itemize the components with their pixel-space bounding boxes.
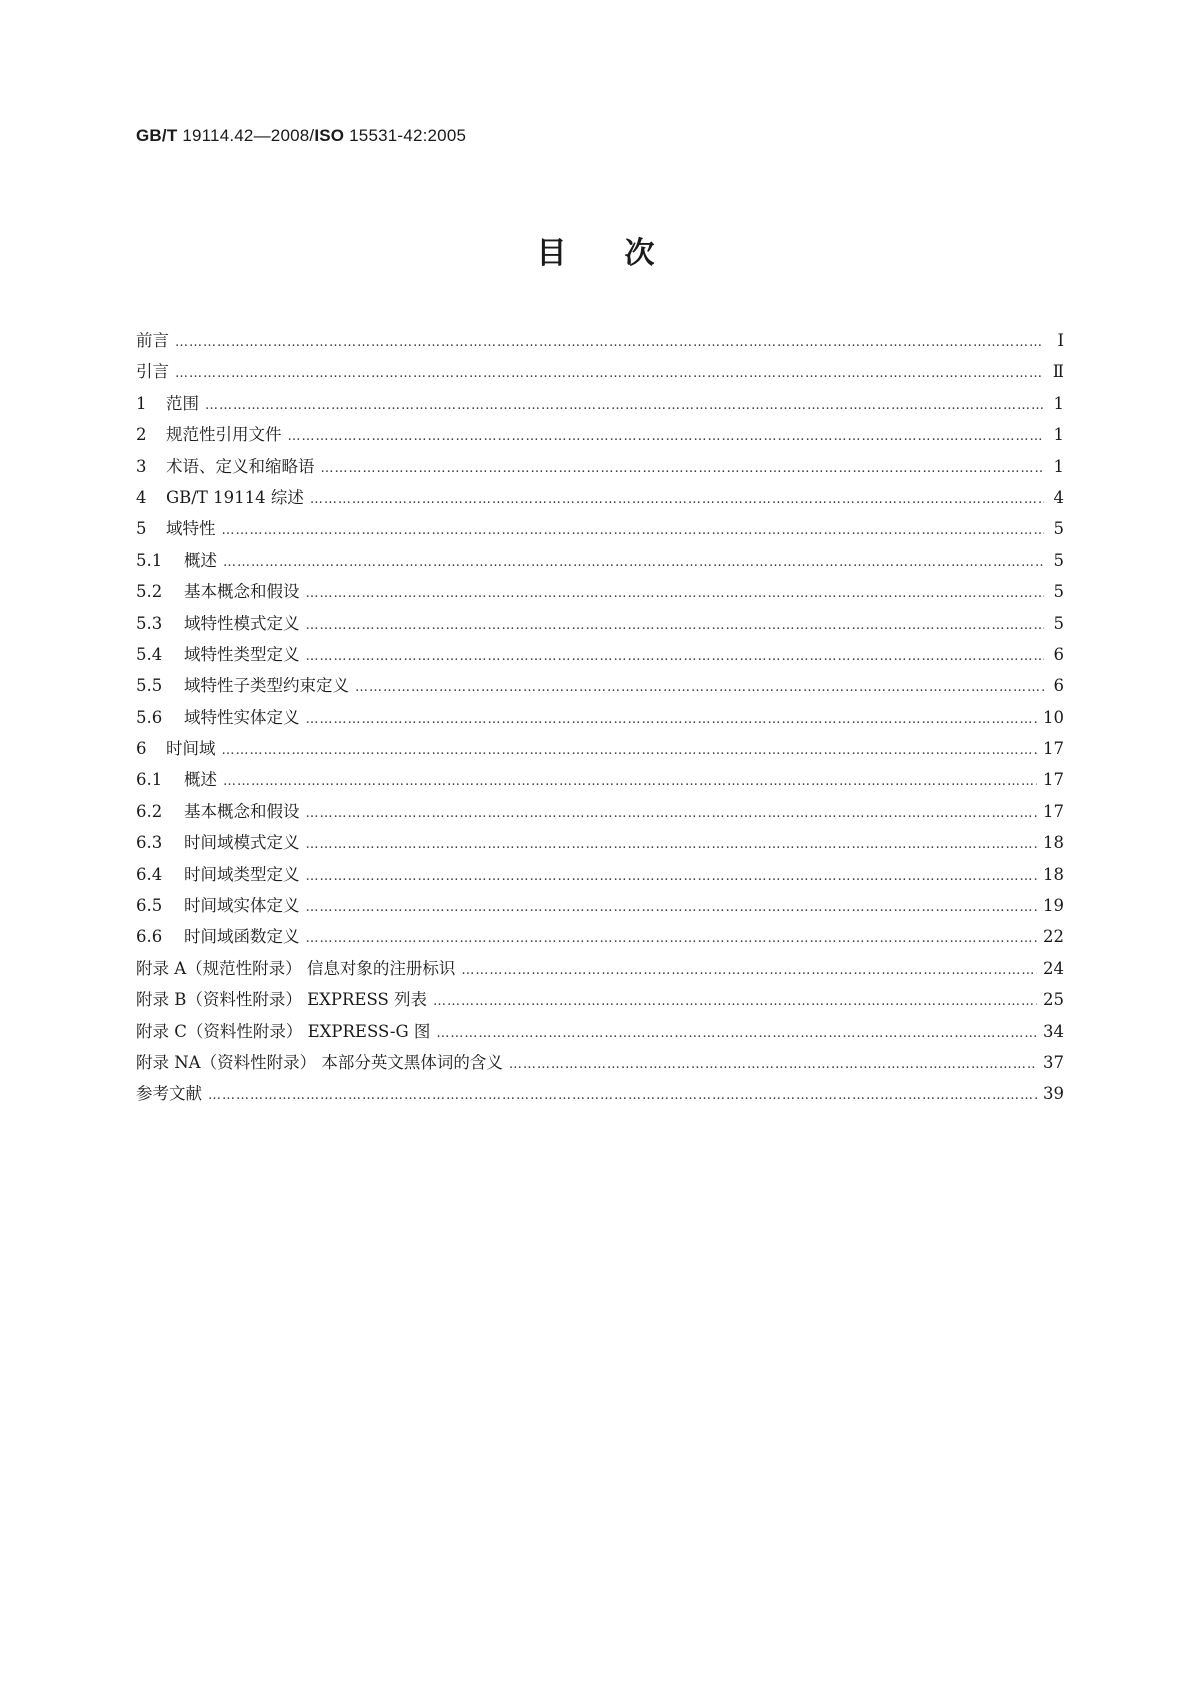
toc-entry[interactable] [136, 859, 1064, 890]
toc-entry-text: 域特性子类型约束定义 [184, 676, 349, 696]
toc-entry-text: 时间域函数定义 [184, 927, 300, 947]
toc-entry-page: 34 [1043, 1021, 1064, 1041]
toc-entry-text: 附录 NA（资料性附录） 本部分英文黑体词的含义 [136, 1052, 503, 1072]
toc-entry-number: 5.6 [136, 707, 163, 727]
toc-entry[interactable] [136, 953, 1064, 984]
toc-entry[interactable] [136, 513, 1064, 544]
dot-leader [306, 704, 1038, 735]
toc-entry-page: 6 [1053, 676, 1064, 696]
toc-entry-page: 17 [1043, 739, 1064, 759]
toc-entry-page: 4 [1053, 487, 1064, 507]
toc-entry-number: 5.4 [136, 644, 163, 664]
toc-entry-page: 5 [1053, 550, 1064, 570]
toc-entry-label [136, 827, 306, 858]
toc-entry[interactable] [136, 1078, 1064, 1109]
toc-entry[interactable] [136, 702, 1064, 733]
toc-entry[interactable] [136, 827, 1064, 858]
toc-entry[interactable] [136, 451, 1064, 482]
toc-entry[interactable] [136, 764, 1064, 795]
toc-entry-text: 域特性模式定义 [184, 613, 300, 633]
dot-leader [222, 515, 1045, 546]
toc-entry-label [136, 890, 306, 921]
toc-entry-label [136, 733, 222, 764]
toc-entry-page: 24 [1043, 958, 1064, 978]
toc-entry-page: 25 [1043, 990, 1064, 1010]
toc-entry-number: 5 [136, 519, 147, 539]
toc-entry-number: 5.1 [136, 550, 163, 570]
toc-entry-label [136, 796, 306, 827]
toc-entry-number: 5.5 [136, 676, 163, 696]
toc-entry-label [136, 388, 205, 419]
toc-entry-number: 6.2 [136, 801, 163, 821]
dot-leader [306, 892, 1038, 923]
toc-entry[interactable] [136, 419, 1064, 450]
toc-entry-label [136, 702, 306, 733]
toc-entry-label [136, 1016, 436, 1047]
toc-entry-page: 1 [1053, 393, 1064, 413]
toc-entry-label [136, 325, 175, 356]
toc-entry-text: 基本概念和假设 [184, 801, 300, 821]
toc-entry-number: 6.3 [136, 833, 163, 853]
toc-entry-page: 5 [1053, 613, 1064, 633]
std-code-prefix: GB/T [136, 126, 178, 145]
dot-leader [288, 421, 1045, 452]
dot-leader [222, 735, 1038, 766]
toc-entry[interactable] [136, 733, 1064, 764]
toc-entry[interactable] [136, 639, 1064, 670]
toc-entry-page: Ⅰ [1057, 331, 1064, 350]
toc-entry-label [136, 1047, 509, 1078]
iso-code: 15531-42:2005 [344, 126, 467, 145]
toc-entry-label [136, 513, 222, 544]
toc-entry-text: 时间域类型定义 [184, 864, 300, 884]
toc-entry-text: 时间域模式定义 [184, 833, 300, 853]
toc-entry-text: 时间域 [166, 739, 216, 759]
toc-entry[interactable] [136, 608, 1064, 639]
toc-entry-number: 6.4 [136, 864, 163, 884]
standard-code [136, 126, 466, 146]
dot-leader [461, 955, 1037, 986]
dot-leader [306, 829, 1038, 860]
toc-entry-page: 19 [1043, 896, 1064, 916]
toc-entry-number: 6.5 [136, 896, 163, 916]
toc-entry-text: 附录 B（资料性附录） EXPRESS 列表 [136, 990, 428, 1010]
toc-entry-number: 3 [136, 456, 147, 476]
toc-entry[interactable] [136, 984, 1064, 1015]
toc-entry-page: Ⅱ [1052, 362, 1064, 382]
toc-entry-label [136, 608, 306, 639]
page-title: 目次 [536, 236, 713, 271]
toc-entry-text: GB/T 19114 综述 [166, 487, 304, 507]
toc-entry[interactable] [136, 1016, 1064, 1047]
dot-leader [306, 610, 1045, 641]
toc-entry-number: 6.6 [136, 927, 163, 947]
dot-leader [175, 358, 1044, 389]
toc-entry-page: 39 [1043, 1084, 1064, 1104]
toc-entry-number: 6.1 [136, 770, 163, 790]
toc-entry-page: 17 [1043, 770, 1064, 790]
toc-entry-page: 18 [1043, 833, 1064, 853]
toc-entry-text: 术语、定义和缩略语 [166, 456, 315, 476]
dot-leader [223, 547, 1044, 578]
toc-entry-text: 概述 [184, 550, 217, 570]
toc-entry[interactable] [136, 1047, 1064, 1078]
toc-entry-page: 17 [1043, 801, 1064, 821]
toc-entry-label [136, 670, 355, 701]
toc-entry[interactable] [136, 670, 1064, 701]
iso-prefix: ISO [314, 126, 345, 145]
toc-entry-text: 附录 C（资料性附录） EXPRESS-G 图 [136, 1021, 431, 1041]
toc-entry-label [136, 356, 175, 387]
toc-entry-label [136, 419, 288, 450]
toc-entry-page: 5 [1053, 519, 1064, 539]
toc-entry-text: 域特性实体定义 [184, 707, 300, 727]
dot-leader [310, 484, 1044, 515]
dot-leader [306, 798, 1038, 829]
toc-entry-page: 22 [1043, 927, 1064, 947]
toc-entry-text: 前言 [136, 331, 169, 350]
toc-entry-text: 时间域实体定义 [184, 896, 300, 916]
toc-entry-label [136, 953, 461, 984]
toc-entry-text: 参考文献 [136, 1084, 202, 1104]
toc-entry[interactable] [136, 796, 1064, 827]
toc-entry-text: 域特性类型定义 [184, 644, 300, 664]
toc-entry[interactable] [136, 356, 1064, 387]
dot-leader [223, 766, 1037, 797]
toc-entry-text: 基本概念和假设 [184, 582, 300, 602]
toc-entry[interactable] [136, 388, 1064, 419]
dot-leader [175, 327, 1044, 358]
toc-entry-label [136, 545, 223, 576]
toc-entry[interactable] [136, 325, 1064, 356]
toc-entry[interactable] [136, 576, 1064, 607]
toc-entry-page: 37 [1043, 1052, 1064, 1072]
toc-entry[interactable] [136, 482, 1064, 513]
dot-leader [433, 986, 1037, 1017]
dot-leader [208, 1080, 1037, 1111]
toc-entry-text: 附录 A（规范性附录） 信息对象的注册标识 [136, 958, 456, 978]
toc-entry-text: 范围 [166, 393, 199, 413]
dot-leader [355, 672, 1044, 703]
dot-leader [306, 923, 1038, 954]
toc-entry-text: 规范性引用文件 [166, 425, 282, 445]
toc-entry-page: 6 [1053, 644, 1064, 664]
toc-entry[interactable] [136, 890, 1064, 921]
dot-leader [306, 641, 1045, 672]
toc-entry-text: 引言 [136, 362, 169, 382]
toc-entry-label [136, 639, 306, 670]
toc-entry[interactable] [136, 545, 1064, 576]
toc-entry-page: 18 [1043, 864, 1064, 884]
toc-entry-number: 4 [136, 487, 147, 507]
toc-entry-page: 10 [1043, 707, 1064, 727]
toc-entry-page: 1 [1053, 425, 1064, 445]
toc-entry-text: 域特性 [166, 519, 216, 539]
toc-entry-label [136, 921, 306, 952]
toc-entry-label [136, 451, 321, 482]
toc-entry-number: 2 [136, 425, 147, 445]
toc-entry-label [136, 984, 433, 1015]
toc-entry-page: 1 [1053, 456, 1064, 476]
toc-entry[interactable] [136, 921, 1064, 952]
toc-entry-label [136, 576, 306, 607]
toc-entry-number: 1 [136, 393, 147, 413]
toc-entry-label [136, 764, 223, 795]
toc-entry-label [136, 1078, 208, 1109]
toc-entry-number: 6 [136, 739, 147, 759]
toc-entry-number: 5.3 [136, 613, 163, 633]
dot-leader [321, 453, 1045, 484]
toc-entry-text: 概述 [184, 770, 217, 790]
dot-leader [306, 861, 1038, 892]
dot-leader [436, 1018, 1037, 1049]
toc-entry-number: 5.2 [136, 582, 163, 602]
std-code-main: 19114.42—2008/ [177, 126, 315, 145]
dot-leader [306, 578, 1045, 609]
toc-entry-page: 5 [1053, 582, 1064, 602]
dot-leader [205, 390, 1044, 421]
toc-entry-label [136, 482, 310, 513]
toc-entry-label [136, 859, 306, 890]
dot-leader [509, 1049, 1037, 1080]
table-of-contents [136, 325, 1064, 1110]
